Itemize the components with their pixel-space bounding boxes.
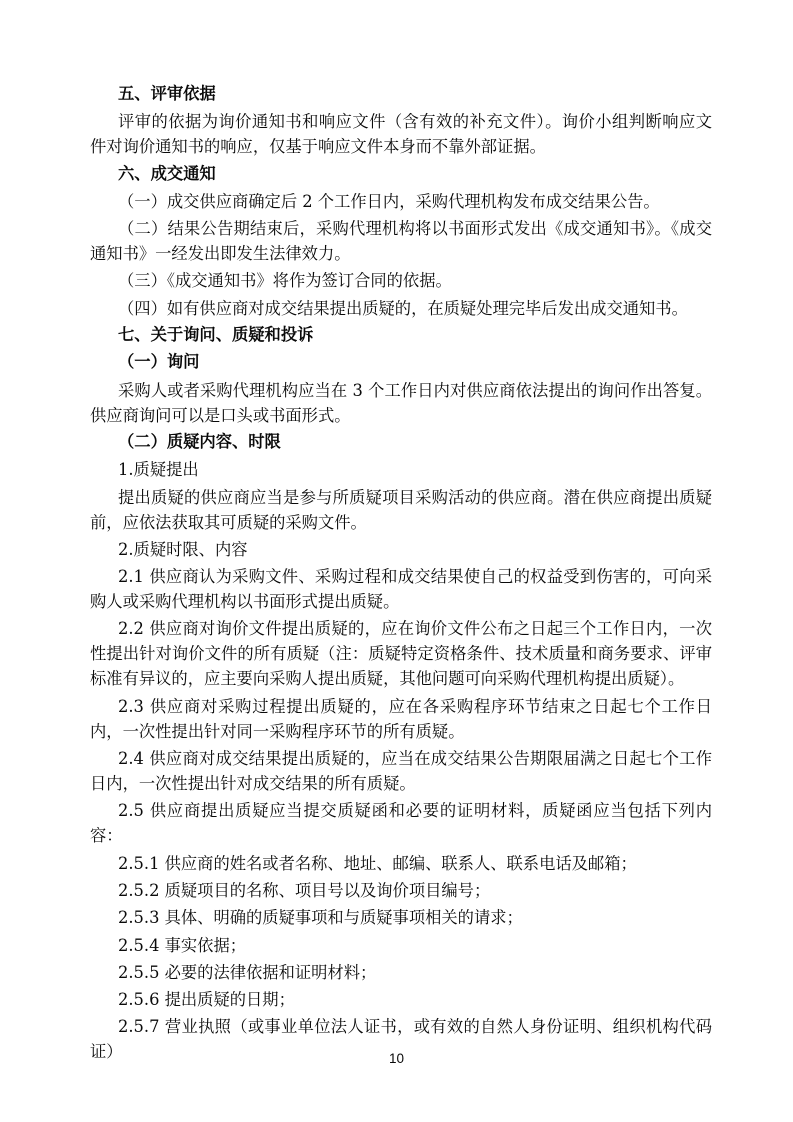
paragraph: 2.2 供应商对询价文件提出质疑的，应在询价文件公布之日起三个工作日内，一次性提出针对询价文件的所有质疑（注：质疑特定资格条件、技术质量和商务要求、评审标准有异议的，应主要向采购人提出质疑，其他问题可向采购代理机构提出质疑）。 — [90, 619, 712, 689]
paragraph: 2.5.1 供应商的姓名或者名称、地址、邮编、联系人、联系电话及邮箱； — [118, 853, 637, 873]
page-footer — [0, 1048, 793, 1067]
paragraph: 2.3 供应商对采购过程提出质疑的，应在各采购程序环节结束之日起七个工作日内，一次性提出针对同一采购程序环节的所有质疑。 — [90, 696, 712, 741]
paragraph: （四）如有供应商对成交结果提出质疑的，在质疑处理完毕后发出成交通知书。 — [118, 298, 688, 318]
section-heading: 六、成交通知 — [118, 164, 216, 183]
paragraph: 2.5.2 质疑项目的名称、项目号以及询价项目编号； — [118, 880, 491, 900]
section-heading: 七、关于询问、质疑和投诉 — [118, 326, 314, 345]
paragraph: 2.5.4 事实依据； — [118, 935, 247, 955]
paragraph: （二）结果公告期结束后，采购代理机构将以书面形式发出《成交通知书》。《成交通知书》一经发出即发生法律效力。 — [90, 219, 712, 264]
paragraph: 2.5.6 提出质疑的日期； — [118, 990, 295, 1010]
section-heading: （一）询问 — [118, 353, 200, 372]
paragraph: 评审的依据为询价通知书和响应文件（含有效的补充文件）。询价小组判断响应文件对询价通知书的响应，仅基于响应文件本身而不靠外部证据。 — [90, 112, 712, 157]
paragraph: 采购人或者采购代理机构应当在 3 个工作日内对供应商依法提出的询问作出答复。供应商询问可以是口头或书面形式。 — [90, 380, 712, 425]
section-heading: （二）质疑内容、时限 — [118, 432, 281, 451]
paragraph: （一）成交供应商确定后 2 个工作日内，采购代理机构发布成交结果公告。 — [118, 191, 660, 211]
paragraph: 2.4 供应商对成交结果提出质疑的，应当在成交结果公告期限届满之日起七个工作日内，一次性提出针对成交结果的所有质疑。 — [90, 749, 712, 794]
paragraph: 2.1 供应商认为采购文件、采购过程和成交结果使自己的权益受到伤害的，可向采购人或采购代理机构以书面形式提出质疑。 — [90, 567, 712, 612]
section-heading: 五、评审依据 — [118, 85, 216, 103]
paragraph: 1.质疑提出 — [118, 460, 199, 480]
paragraph: （三）《成交通知书》将作为签订合同的依据。 — [118, 271, 452, 291]
paragraph: 2.5 供应商提出质疑应当提交质疑函和必要的证明材料，质疑函应当包括下列内容： — [90, 801, 712, 846]
paragraph: 2.质疑时限、内容 — [118, 539, 248, 559]
page-number: 10 — [388, 1051, 405, 1066]
paragraph: 提出质疑的供应商应当是参与所质疑项目采购活动的供应商。潜在供应商提出质疑前，应依法获取其可质疑的采购文件。 — [90, 487, 712, 532]
document-body — [90, 82, 712, 1067]
paragraph: 2.5.7 营业执照（或事业单位法人证书，或有效的自然人身份证明、组织机构代码证） — [90, 1017, 712, 1062]
paragraph: 2.5.3 具体、明确的质疑事项和与质疑事项相关的请求； — [118, 908, 523, 928]
paragraph: 2.5.5 必要的法律依据和证明材料； — [118, 962, 377, 982]
